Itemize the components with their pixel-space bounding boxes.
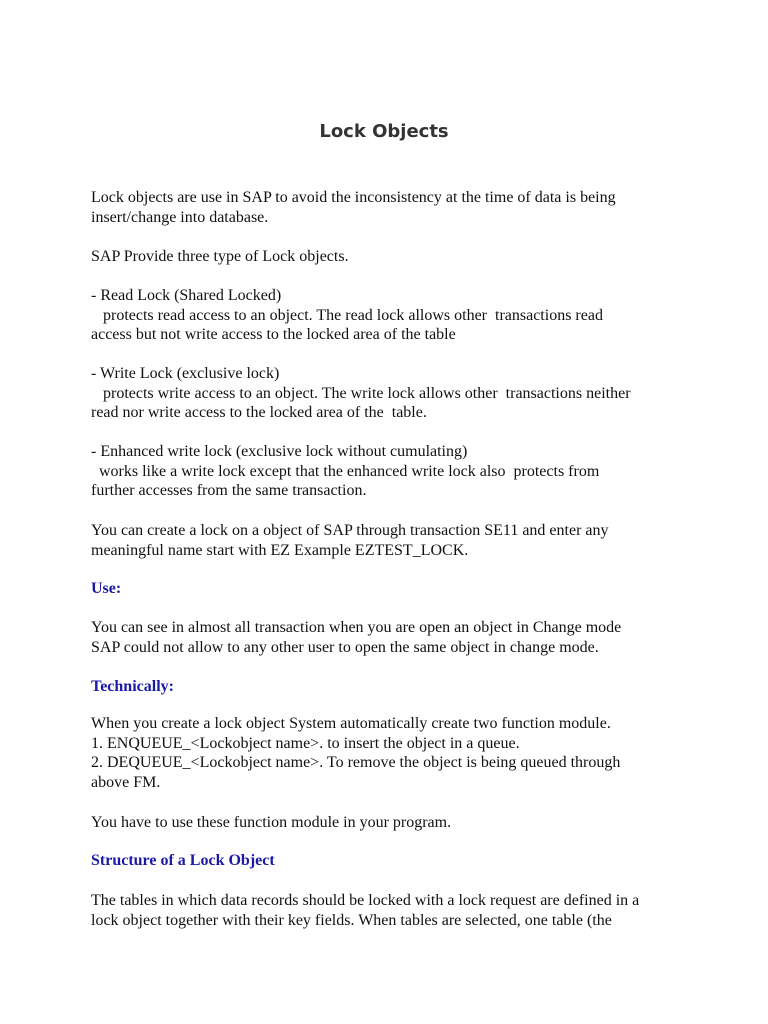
technically-heading: Technically: bbox=[91, 678, 174, 695]
lock-types-intro: SAP Provide three type of Lock objects. bbox=[91, 248, 349, 265]
create-lock-paragraph: You can create a lock on a object of SAP through transaction SE11 and enter any meaningful name start with EZ Example EZTEST_LOCK. bbox=[91, 522, 609, 559]
enhanced-write-lock-paragraph: - Enhanced write lock (exclusive lock without cumulating) works like a write lock except that the enhanced write lock also protects from further accesses from the same transaction. bbox=[91, 443, 600, 499]
write-lock-paragraph: - Write Lock (exclusive lock) protects write access to an object. The write lock allows other transactions neither read nor write access to the locked area of the table. bbox=[91, 365, 631, 421]
structure-paragraph: The tables in which data records should be locked with a lock request are defined in a lock object together with their key fields. When tables are selected, one table (the bbox=[91, 892, 640, 929]
function-module-paragraph: You have to use these function module in your program. bbox=[91, 814, 452, 831]
technically-paragraph: When you create a lock object System automatically create two function module. 1. ENQUEUE_<Lockobject name>. to insert the object in a queue. 2. DEQUEUE_<Lockobject name>. To remove the object is being queued through above FM. bbox=[91, 715, 621, 791]
document-title: Lock Objects bbox=[319, 121, 449, 142]
read-lock-paragraph: - Read Lock (Shared Locked) protects read access to an object. The read lock allows other transactions read access but not write access to the locked area of the table bbox=[91, 287, 603, 343]
use-heading: Use: bbox=[91, 580, 122, 597]
structure-heading: Structure of a Lock Object bbox=[91, 852, 275, 869]
use-paragraph: You can see in almost all transaction when you are open an object in Change mode SAP could not allow to any other user to open the same object in change mode. bbox=[91, 619, 622, 656]
intro-paragraph: Lock objects are use in SAP to avoid the inconsistency at the time of data is being insert/change into database. bbox=[91, 189, 616, 226]
